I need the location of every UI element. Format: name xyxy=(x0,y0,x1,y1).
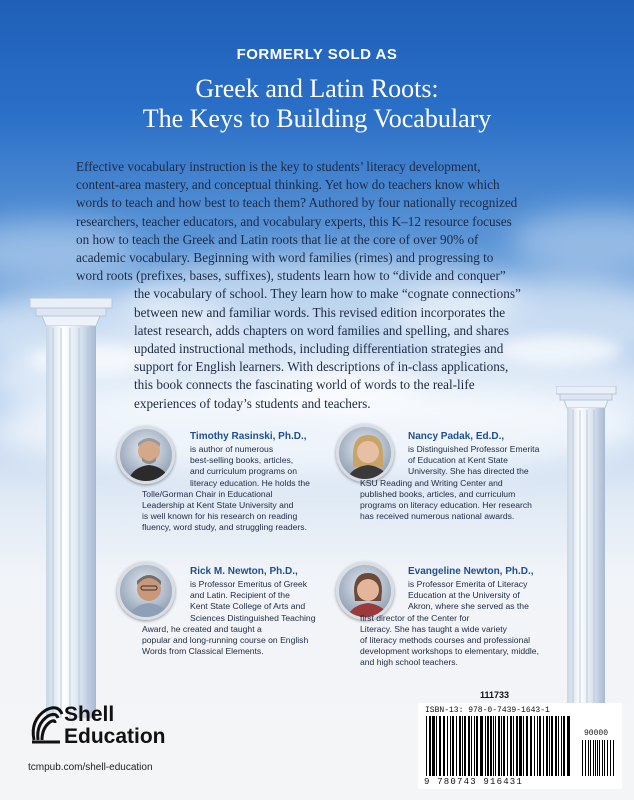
barcode-bar xyxy=(490,716,492,776)
author-bio xyxy=(142,444,310,534)
barcode-bar xyxy=(537,716,538,776)
barcode-bar xyxy=(480,716,483,776)
blurb-line: academic vocabulary. Beginning with word families (rimes) and progressing to xyxy=(76,250,494,266)
bio-line: is Distinguished Professor Emerita xyxy=(408,444,540,454)
barcode-bar xyxy=(526,716,528,776)
bio-line: has received numerous national awards. xyxy=(360,511,515,522)
bio-line: is well known for his research on reading xyxy=(142,511,298,522)
barcode-bar xyxy=(588,740,589,776)
barcode-bar xyxy=(555,716,557,776)
bio-line: University. She has directed the xyxy=(408,466,529,477)
description-blurb xyxy=(76,158,570,413)
barcode-bar xyxy=(613,740,614,776)
barcode-bar xyxy=(436,716,437,776)
barcode-bar xyxy=(471,716,472,776)
author-photo-rick-newton xyxy=(117,562,175,620)
bio-line: of literacy methods courses and professional xyxy=(360,635,531,646)
bio-line: and curriculum programs on xyxy=(190,466,297,477)
barcode-bar xyxy=(507,716,508,776)
publisher-url: tcmpub.com/shell-education xyxy=(28,762,153,773)
former-title-line: Greek and Latin Roots: xyxy=(195,74,439,103)
bio-line: published books, articles, and curriculum xyxy=(360,488,516,499)
blurb-line: between new and familiar words. This revised edition incorporates the xyxy=(134,304,506,320)
bio-line: Education at the University of xyxy=(408,590,520,601)
barcode-bar xyxy=(561,716,562,776)
barcode-bar xyxy=(513,716,514,776)
barcode-bar xyxy=(476,716,478,776)
formerly-sold-as-label: FORMERLY SOLD AS xyxy=(236,46,398,63)
barcode-bar xyxy=(539,716,541,776)
barcode-bar xyxy=(456,716,457,776)
bio-line: literacy education. He holds the xyxy=(190,477,310,488)
barcode-bar xyxy=(551,716,553,776)
former-title-line: The Keys to Building Vocabulary xyxy=(142,104,492,133)
blurb-line: support for English learners. With descriptions of in-class applications, xyxy=(134,359,509,375)
addon-barcode-bars xyxy=(582,740,618,776)
barcode-bar xyxy=(464,716,466,776)
barcode-bar xyxy=(563,716,565,776)
blurb-line: researchers, teacher educators, and vocabulary experts, this K–12 resource focuses xyxy=(76,213,512,229)
barcode-bar xyxy=(495,716,496,776)
right-pillar xyxy=(556,386,618,726)
barcode-bar xyxy=(429,716,431,776)
logo-line: Shell xyxy=(64,703,115,726)
barcode-bar xyxy=(468,716,470,776)
barcode-bar xyxy=(439,716,441,776)
barcode-bar xyxy=(549,716,550,776)
barcode-bar xyxy=(595,740,596,776)
barcode-bar xyxy=(523,716,524,776)
bio-line: development workshops to elementary, middle, xyxy=(360,646,539,657)
barcode-bar xyxy=(462,716,463,776)
bio-line: KSU Reading and Writing Center and xyxy=(360,477,503,488)
blurb-line: content-area mastery, and conceptual thinking. Yet how do teachers know which xyxy=(76,177,500,193)
bio-line: of Education at Kent State xyxy=(408,455,508,466)
author-photo-timothy-rasinski xyxy=(117,426,175,484)
barcode-bar xyxy=(447,716,448,776)
author-bio xyxy=(360,579,539,669)
barcode-bar xyxy=(452,716,454,776)
author-bio xyxy=(142,579,316,657)
blurb-line: this book connects the fascinating world of words to the real-life xyxy=(134,377,475,393)
barcode-bar xyxy=(567,716,570,776)
barcode-bars xyxy=(426,716,576,776)
author-bio xyxy=(360,444,540,522)
bio-line: first director of the Center for xyxy=(360,612,470,623)
bio-line: programs on literacy education. Her research xyxy=(360,500,532,511)
author-name: Nancy Padak, Ed.D., xyxy=(408,431,505,442)
bio-line: Award, he created and taught a xyxy=(142,623,262,634)
bio-line: popular and long-running course on English xyxy=(142,635,309,646)
former-title xyxy=(0,74,634,134)
publisher-logo-text xyxy=(64,704,166,748)
bio-line: Kent State College of Arts and xyxy=(190,601,306,612)
bio-line: Sciences Distinguished Teaching xyxy=(190,612,316,623)
bio-line: is Professor Emerita of Literacy xyxy=(408,579,528,589)
barcode-bar xyxy=(599,740,600,776)
bio-line: best-selling books, articles, xyxy=(190,455,294,466)
barcode-bar xyxy=(503,716,505,776)
blurb-line: words to teach and how best to teach them? Authored by four nationally recognized xyxy=(76,195,518,211)
barcode-bar xyxy=(558,716,559,776)
barcode-bar xyxy=(432,716,435,776)
author-name: Rick M. Newton, Ph.D., xyxy=(190,566,298,577)
barcode-bar xyxy=(585,740,586,776)
ean-digits: 9 780743 916431 xyxy=(424,777,524,787)
blurb-line: latest research, adds chapters on word families and spelling, and shares xyxy=(134,322,509,338)
author-name: Timothy Rasinski, Ph.D., xyxy=(190,431,307,442)
barcode-bar xyxy=(590,740,591,776)
price-code: 90000 xyxy=(584,729,609,738)
barcode-bar xyxy=(493,716,494,776)
barcode-bar xyxy=(607,740,608,776)
barcode-bar xyxy=(604,740,605,776)
barcode-bar xyxy=(519,716,522,776)
shell-logo-icon xyxy=(28,700,64,746)
bio-line: Akron, where she served as the xyxy=(408,601,529,612)
blurb-line: Effective vocabulary instruction is the key to students’ literacy development, xyxy=(76,159,481,174)
barcode-bar xyxy=(597,740,598,776)
bio-line: Tolle/Gorman Chair in Educational xyxy=(142,488,273,499)
barcode-bar xyxy=(530,716,532,776)
barcode-bar xyxy=(501,716,502,776)
barcode-bar xyxy=(426,716,427,776)
author-photo-nancy-padak xyxy=(336,424,394,482)
barcode-bar xyxy=(593,740,594,776)
bio-line: and Latin. Recipient of the xyxy=(190,590,290,601)
author-photo-evangeline-newton xyxy=(336,562,394,620)
bio-line: and high school teachers. xyxy=(360,657,458,668)
barcode-bar xyxy=(543,716,544,776)
blurb-line: on how to teach the Greek and Latin roots that lie at the core of over 90% of xyxy=(76,231,479,247)
isbn-label: ISBN-13: 978-0-7439-1643-1 xyxy=(425,706,550,715)
barcode-bar xyxy=(546,716,548,776)
bio-line: Words from Classical Elements. xyxy=(142,646,264,657)
barcode-bar xyxy=(582,740,583,776)
bio-line: Leadership at Kent State University and xyxy=(142,500,294,511)
barcode-bar xyxy=(534,716,535,776)
barcode-bar xyxy=(485,716,486,776)
blurb-line: word roots (prefixes, bases, suffixes), students learn how to “divide and conquer” xyxy=(76,268,506,284)
barcode-bar xyxy=(443,716,445,776)
blurb-line: updated instructional methods, including differentiation strategies and xyxy=(134,341,504,357)
barcode-bar xyxy=(510,716,512,776)
barcode-bar xyxy=(610,740,611,776)
bio-line: is author of numerous xyxy=(190,444,274,454)
author-name: Evangeline Newton, Ph.D., xyxy=(408,566,534,577)
barcode-bar xyxy=(487,716,489,776)
bio-line: fluency, word study, and struggling readers. xyxy=(142,522,307,533)
barcode-bar xyxy=(516,716,518,776)
bio-line: is Professor Emeritus of Greek xyxy=(190,579,308,589)
barcode-bar xyxy=(459,716,461,776)
barcode-bar xyxy=(450,716,451,776)
barcode-bar xyxy=(498,716,500,776)
bio-line: Literacy. She has taught a wide variety xyxy=(360,623,507,634)
blurb-line: the vocabulary of school. They learn how to make “cognate connections” xyxy=(134,286,521,302)
barcode-bar xyxy=(474,716,475,776)
item-number: 111733 xyxy=(480,690,510,700)
logo-line: Education xyxy=(64,725,166,748)
barcode-bar xyxy=(602,740,603,776)
blurb-line: experiences of today’s students and teachers. xyxy=(134,395,371,411)
